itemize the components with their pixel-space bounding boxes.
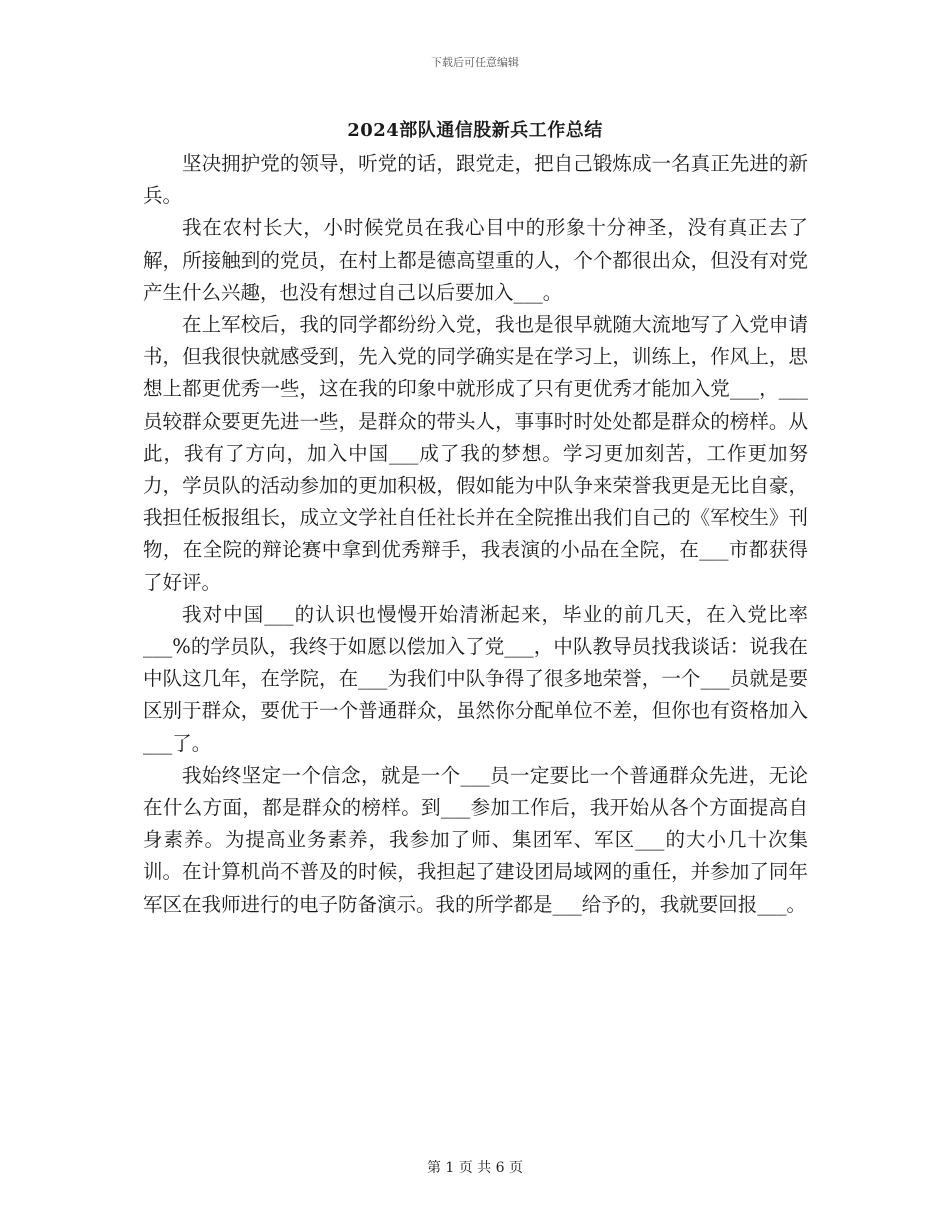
paragraph: 坚决拥护党的领导，听党的话，跟党走，把自己锻炼成一名真正先进的新兵。 bbox=[143, 152, 808, 208]
paragraph: 我在农村长大，小时候党员在我心目中的形象十分神圣，没有真正去了解，所接触到的党员，在村上都是德高望重的人，个个都很出众，但没有对党产生什么兴趣，也没有想过自己以后要加入___。 bbox=[143, 216, 808, 304]
document-body bbox=[143, 148, 808, 921]
header-note: 下载后可任意编辑 bbox=[431, 56, 519, 69]
document-title: 2024部队通信股新兵工作总结 bbox=[347, 120, 603, 141]
paragraph: 我始终坚定一个信念，就是一个___员一定要比一个普通群众先进，无论在什么方面，都是群众的榜样。到___参加工作后，我开始从各个方面提高自身素养。为提高业务素养，我参加了师、集团军、军区___的大小几十次集训。在计算机尚不普及的时候，我担起了建设团局域网的重任，并参加了同年军区在我师进行的电子防备演示。我的所学都是___给予的，我就要回报___。 bbox=[143, 763, 808, 916]
paragraph: 在上军校后，我的同学都纷纷入党，我也是很早就随大流地写了入党申请书，但我很快就感受到，先入党的同学确实是在学习上，训练上，作风上，思想上都更优秀一些，这在我的印象中就形成了只有更优秀才能加入党___，___员较群众要更先进一些，是群众的带头人，事事时时处处都是群众的榜样。从此，我有了方向，加入中国___成了我的梦想。学习更加刻苦，工作更加努力，学员队的活动参加的更加积极，假如能为中队争来荣誉我更是无比自豪，我担任板报组长，成立文学社自任社长并在全院推出我们自己的《军校生》刊物，在全院的辩论赛中拿到优秀辩手，我表演的小品在全院，在___市都获得了好评。 bbox=[143, 313, 808, 594]
page-footer: 第 1 页 共 6 页 bbox=[426, 1160, 524, 1176]
paragraph: 我对中国___的认识也慢慢开始清淅起来，毕业的前几天，在入党比率___%的学员队，我终于如愿以偿加入了党___，中队教导员找我谈话：说我在中队这几年，在学院，在___为我们中队争得了很多地荣誉，一个___员就是要区别于群众，要优于一个普通群众，虽然你分配单位不差，但你也有资格加入___了。 bbox=[143, 602, 808, 755]
